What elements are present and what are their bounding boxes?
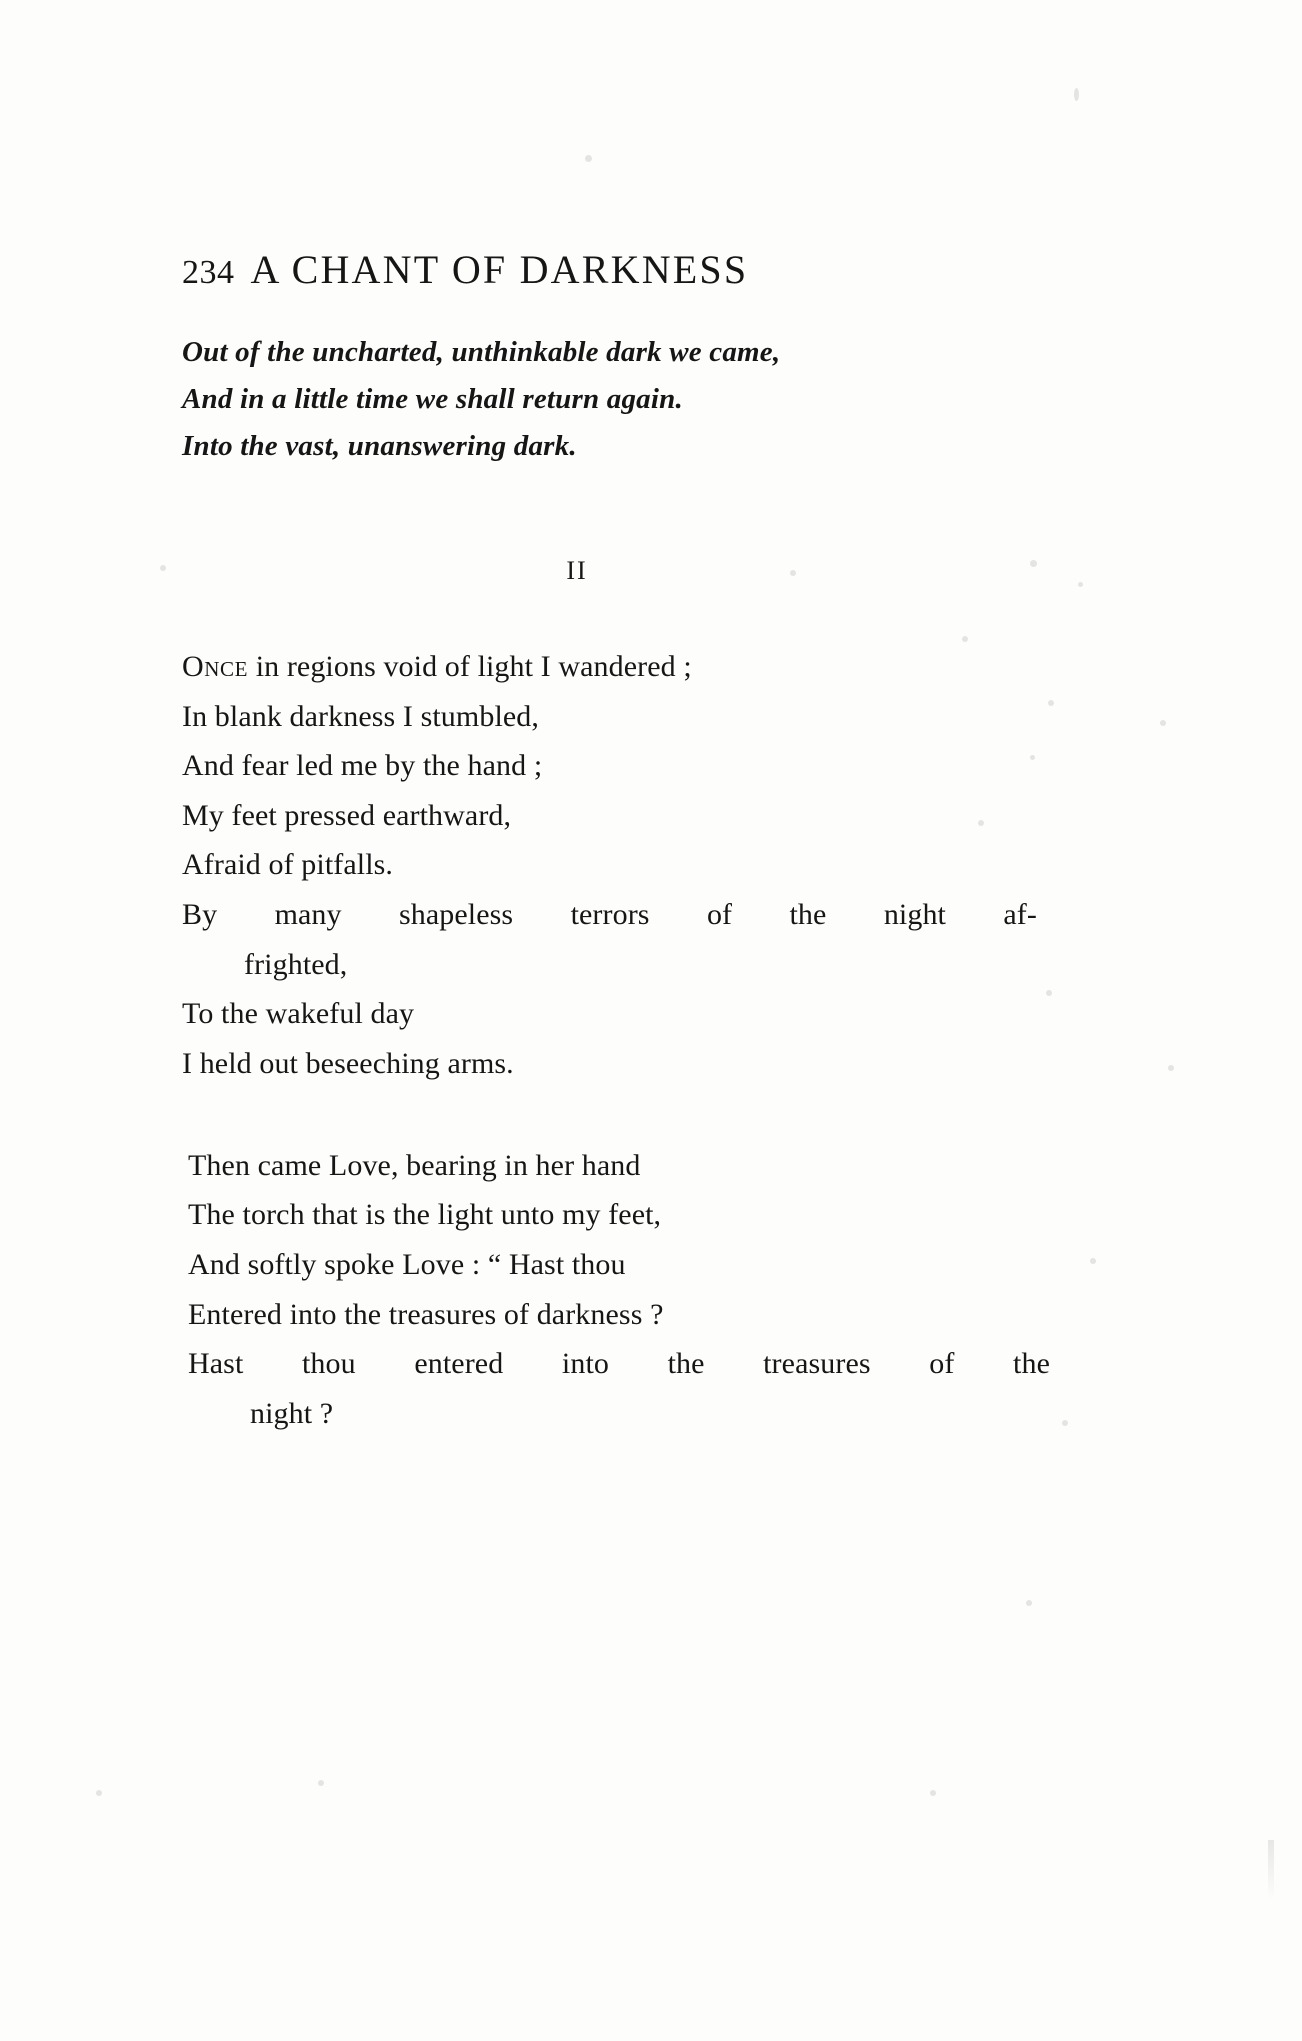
word: terrors <box>570 898 650 932</box>
epigraph-line: And in a little time we shall return again. <box>182 382 683 415</box>
word: into <box>561 1347 609 1381</box>
poem-line: In blank darkness I stumbled, <box>182 699 539 733</box>
poem-line-text: in regions void of light I wandered ; <box>255 649 692 683</box>
word: af- <box>1003 898 1037 932</box>
word: many <box>274 898 342 932</box>
page-number: 234 <box>182 254 235 291</box>
word: shapeless <box>399 898 514 932</box>
scan-speck <box>1168 1065 1174 1071</box>
poem-line-turnover: night ? <box>250 1396 334 1430</box>
poem-line-turnover: frighted, <box>244 947 348 981</box>
poem-line-justified <box>182 890 1037 940</box>
poem-line: My feet pressed earthward, <box>182 798 512 832</box>
poem-line-justified <box>188 1339 1050 1389</box>
epigraph-line: Into the vast, unanswering dark. <box>182 429 577 462</box>
word: the <box>789 898 827 932</box>
running-head <box>182 246 1112 293</box>
scan-speck <box>930 1790 936 1796</box>
poem-line: The torch that is the light unto my feet, <box>188 1198 662 1232</box>
word: the <box>1013 1347 1050 1381</box>
word: the <box>667 1347 705 1381</box>
page-content <box>182 246 1112 1491</box>
word: entered <box>414 1347 504 1381</box>
poem-line <box>182 642 1062 692</box>
word: Hast <box>188 1347 244 1381</box>
stanza-one <box>182 642 1062 1089</box>
poem-line: Then came Love, bearing in her hand <box>188 1148 641 1182</box>
word: thou <box>301 1347 356 1381</box>
word: By <box>182 898 218 932</box>
poem-line: I held out beseeching arms. <box>182 1047 514 1081</box>
word: treasures <box>763 1347 871 1381</box>
word: night <box>883 898 946 932</box>
section-number: II <box>566 555 588 585</box>
scan-speck <box>318 1780 324 1786</box>
word: of <box>706 898 733 932</box>
scan-speck <box>1160 720 1166 726</box>
scan-speck <box>1026 1600 1032 1606</box>
epigraph <box>182 329 1112 470</box>
running-title: A CHANT OF DARKNESS <box>250 247 749 292</box>
opening-smallcaps: Once <box>182 649 249 683</box>
poem-line: To the wakeful day <box>182 997 415 1031</box>
poem-line: Afraid of pitfalls. <box>182 848 394 882</box>
scan-speck <box>585 155 592 162</box>
poem-line: And softly spoke Love : “ Hast thou <box>188 1247 626 1281</box>
poem-line: And fear led me by the hand ; <box>182 749 543 783</box>
epigraph-line: Out of the uncharted, unthinkable dark we came, <box>182 336 781 368</box>
stanza-two <box>182 1141 1068 1439</box>
word: of <box>929 1347 955 1381</box>
scan-speck <box>96 1790 102 1796</box>
scan-speck <box>160 565 166 571</box>
page-edge-mark <box>1268 1840 1274 1900</box>
scan-speck <box>1074 88 1079 101</box>
poem-line: Entered into the treasures of darkness ? <box>188 1297 664 1331</box>
